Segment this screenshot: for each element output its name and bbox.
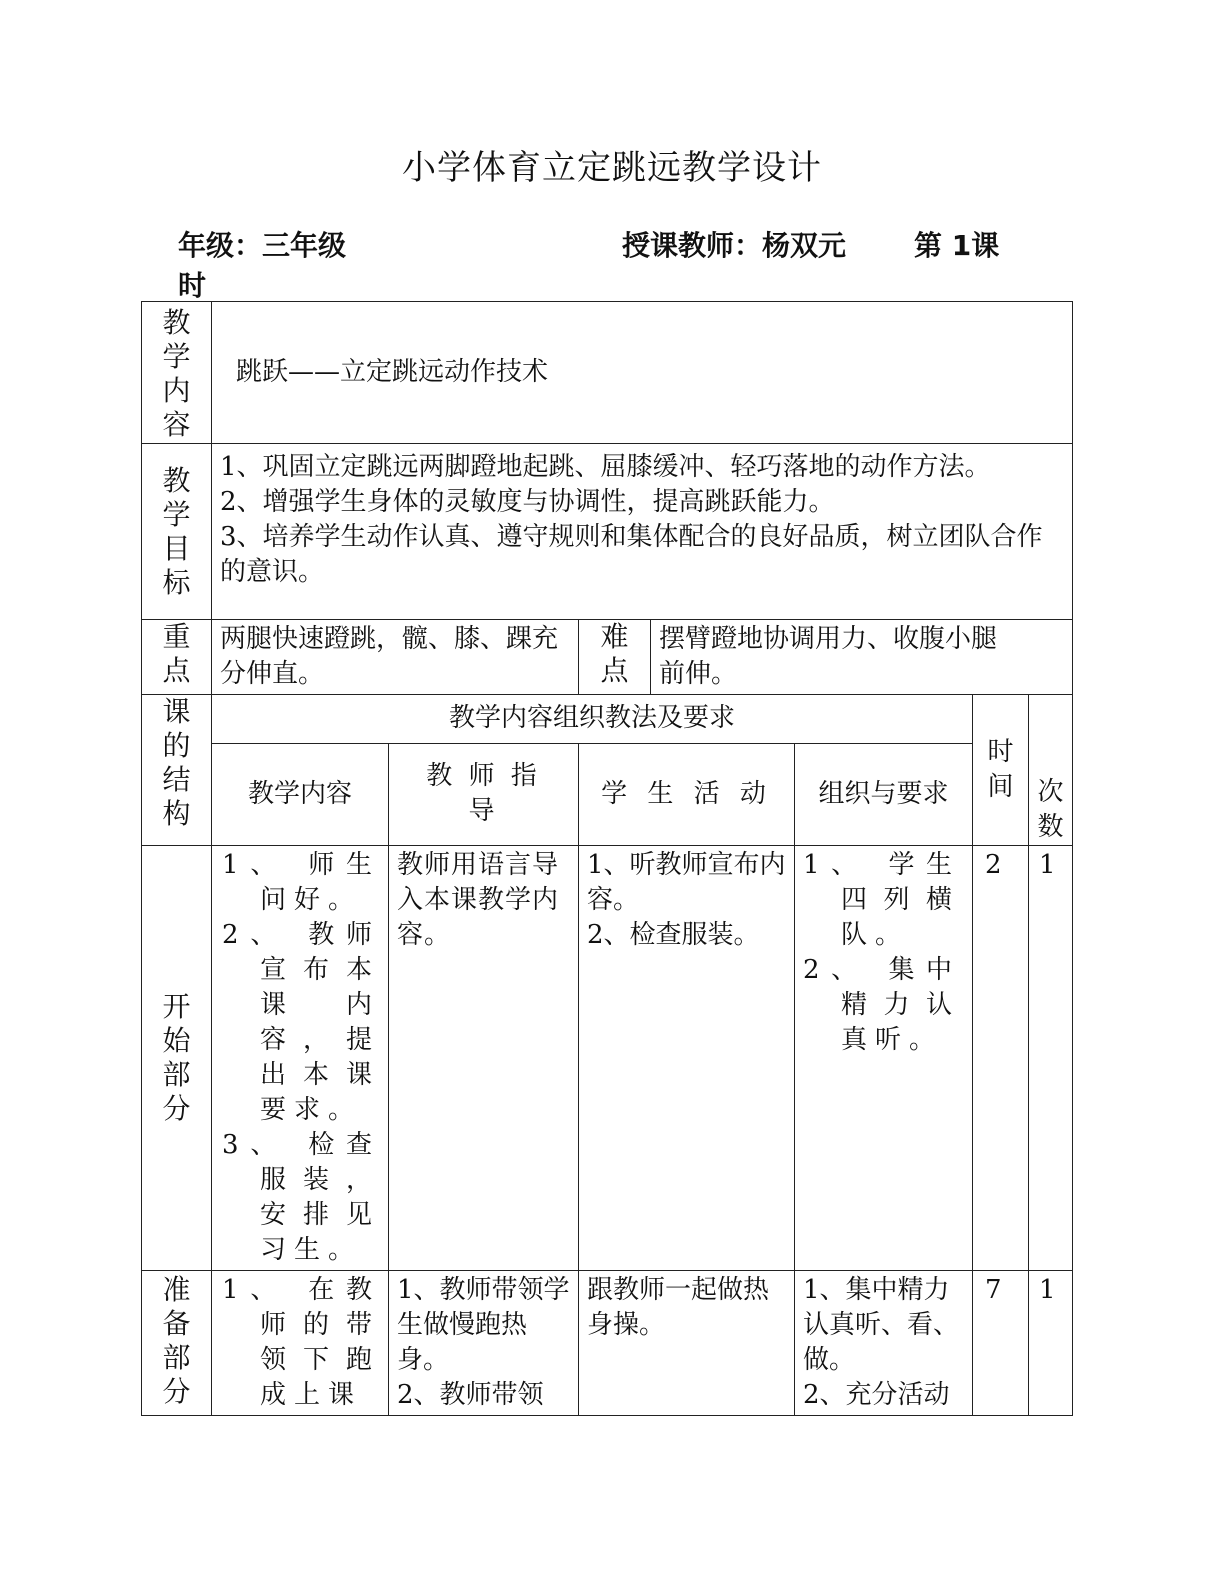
structure-header-row (142, 695, 1073, 744)
page-title: 小学体育立定跳远教学设计 (402, 148, 822, 188)
goals-label: 教学目标 (162, 463, 191, 599)
row-time: 2 (973, 846, 1029, 1271)
row-time: 7 (973, 1271, 1029, 1416)
group-header: 教学内容组织教法及要求 (212, 695, 973, 744)
time-header: 时间 (987, 737, 1014, 802)
list-item: 2、教师带领 (397, 1380, 544, 1410)
count-header: 次数 (1037, 777, 1064, 842)
count-header-cell (1029, 695, 1073, 846)
list-item: 2、检查服装。 (587, 920, 760, 950)
col-student-header: 学 生 活 动 (579, 743, 795, 845)
list-item: 1、听教师宣布内容。 (587, 850, 786, 915)
col-teacher-header (389, 743, 579, 845)
section-label: 开始部分 (162, 990, 191, 1125)
content-row (142, 302, 1073, 444)
row-org (795, 846, 973, 1271)
teacher-label: 授课教师：杨双元 (622, 229, 847, 262)
lesson-label-cont: 时 (178, 269, 207, 302)
goals-label-cell (142, 444, 212, 620)
time-header-cell (973, 695, 1029, 846)
key-row (142, 620, 1073, 695)
structure-label-cell (142, 695, 212, 846)
list-item: 教师用语言导入本课教学内容。 (397, 850, 560, 950)
row-student: 跟教师一起做热身操。 (579, 1271, 795, 1416)
structure-label: 课的结构 (162, 695, 191, 830)
key-label-cell (142, 620, 212, 695)
goals-row (142, 444, 1073, 620)
column-header-row (142, 743, 1073, 845)
section-label-cell (142, 846, 212, 1271)
hard-label: 难点 (600, 620, 629, 687)
col-org-header: 组织与要求 (795, 743, 973, 845)
row-count: 1 (1029, 1271, 1073, 1416)
key-label: 重点 (162, 620, 191, 687)
row-org (795, 1271, 973, 1416)
list-item: 1、 师生问好。 (222, 850, 380, 915)
list-item: 1、 在教师的带领下跑成上课 (222, 1275, 380, 1410)
goal-item: 2、增强学生身体的灵敏度与协调性，提高跳跃能力。 (220, 487, 835, 517)
list-item: 1、教师带领学生做慢跑热身。 (397, 1275, 570, 1375)
hard-value: 摆臂蹬地协调用力、收腹小腿前伸。 (651, 620, 1073, 695)
list-item: 1、 学生四列横队。 (803, 850, 960, 950)
section-label: 准备部分 (162, 1273, 191, 1408)
table-row (142, 846, 1073, 1271)
key-value: 两腿快速蹬跳，髋、膝、踝充分伸直。 (212, 620, 579, 695)
goal-item: 1、巩固立定跳远两脚蹬地起跳、屈膝缓冲、轻巧落地的动作方法。 (220, 452, 991, 482)
goals-list (212, 444, 1073, 620)
row-teacher (389, 846, 579, 1271)
hard-label-cell (579, 620, 651, 695)
table-row (142, 1271, 1073, 1416)
row-count: 1 (1029, 846, 1073, 1271)
content-label: 教学内容 (162, 306, 191, 441)
content-value: 跳跃——立定跳远动作技术 (212, 302, 1073, 444)
lesson-plan-table (141, 301, 1073, 1416)
grade-label: 年级：三年级 (178, 229, 347, 262)
col-teacher-text: 教 师 指 导 (426, 761, 541, 827)
row-content (212, 1271, 389, 1416)
content-label-cell (142, 302, 212, 444)
list-item: 2、充分活动 (803, 1380, 950, 1410)
row-teacher (389, 1271, 579, 1416)
list-item: 3、 检查服装，安排见习生。 (222, 1130, 380, 1265)
list-item: 2、 教师宣布本课内容，提出本课要求。 (222, 920, 380, 1125)
lesson-label: 第 1课 (914, 229, 1000, 262)
section-label-cell (142, 1271, 212, 1416)
list-item: 2、 集中精力认真听。 (803, 955, 960, 1055)
list-item: 1、集中精力认真听、看、做。 (803, 1275, 960, 1375)
goal-item: 3、培养学生动作认真、遵守规则和集体配合的良好品质，树立团队合作的意识。 (220, 522, 1043, 587)
row-student (579, 846, 795, 1271)
row-content (212, 846, 389, 1271)
col-content-header: 教学内容 (212, 743, 389, 845)
